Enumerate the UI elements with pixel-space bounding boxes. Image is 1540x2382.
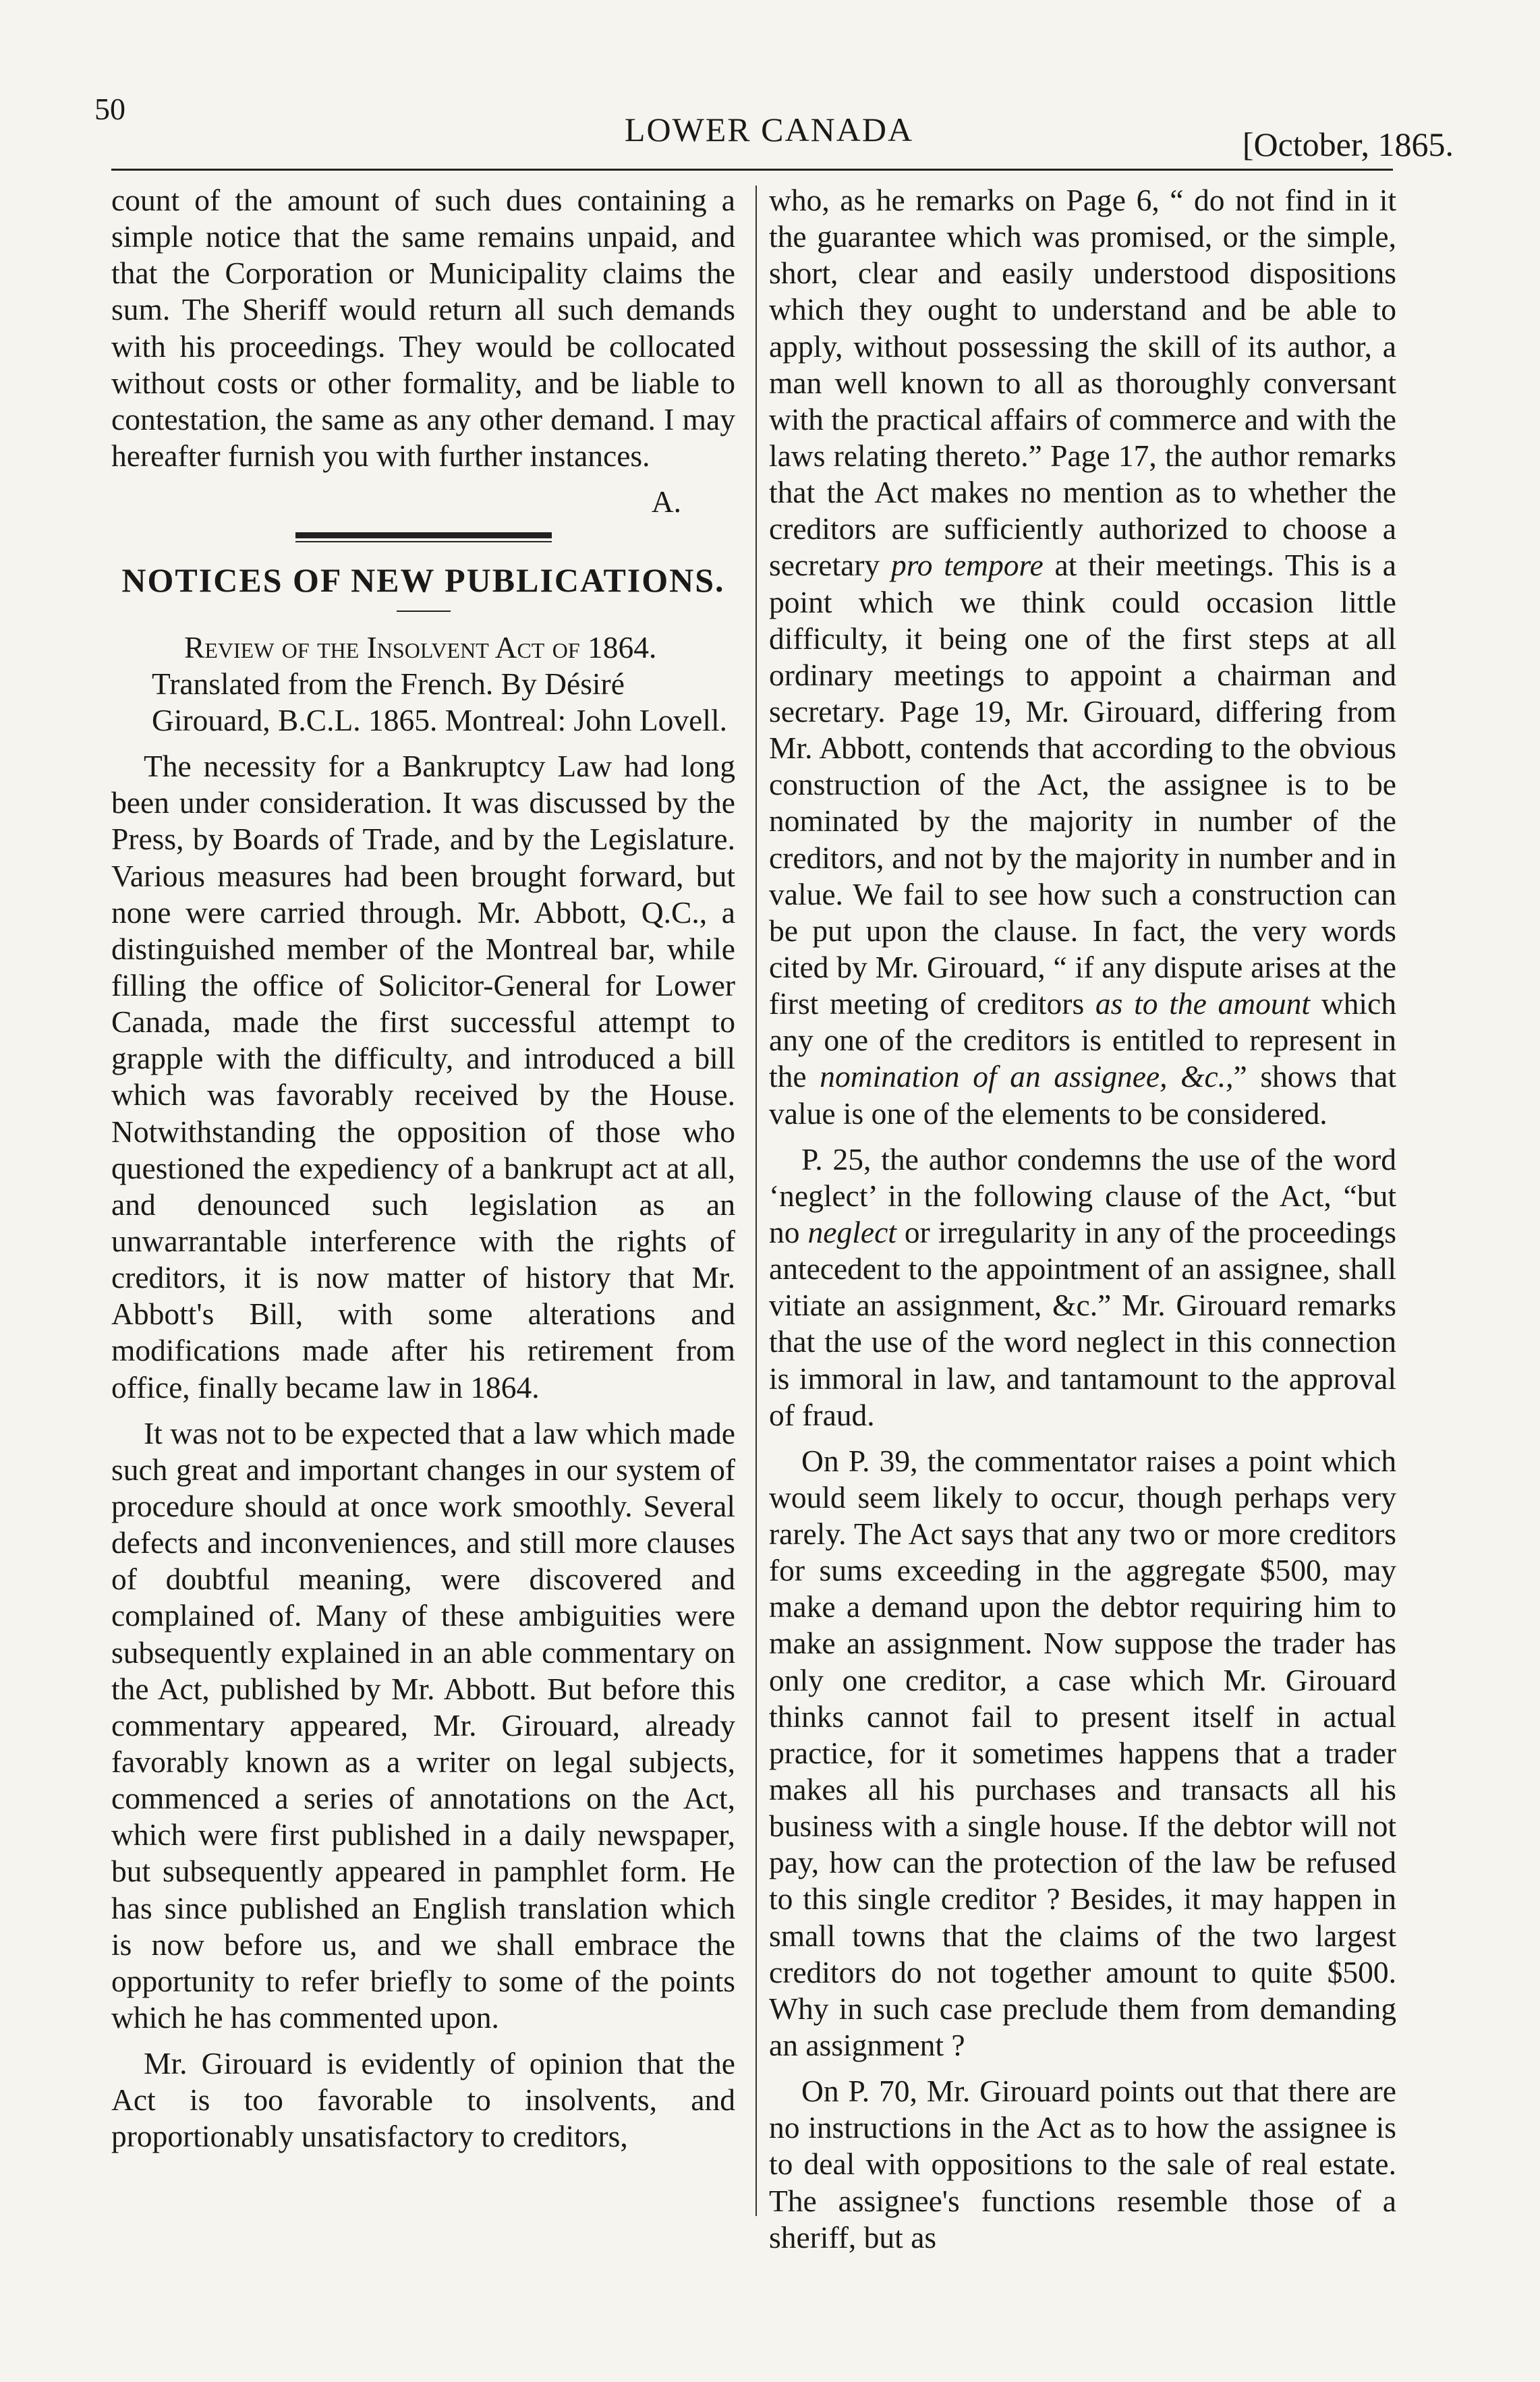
issue-date: [October, 1865. bbox=[1242, 125, 1454, 163]
running-title: LOWER CANADA bbox=[624, 111, 914, 148]
signature: A. bbox=[651, 484, 681, 519]
right-column bbox=[769, 182, 1396, 2265]
review-details: Translated from the French. By Désiré Girouard, B.C.L. 1865. Montreal: John Lovell. bbox=[152, 666, 728, 738]
heading-dash bbox=[397, 611, 451, 612]
right-paragraph-2: P. 25, the author condemns the use of the word ‘neglect’ in the following clause of the Act, “but no neglect or irregularity in any of the proceedings antecedent to the appointment of an assignee, shall vitiate an assignment, &c.” Mr. Girouard remarks that the use of the word neglect in this connection is immoral in law, and tantamount to the approval of fraud. bbox=[769, 1141, 1397, 1432]
left-paragraph-1: count of the amount of such dues containing a simple notice that the same remains unpaid, and that the Corporation or Municipality claims the sum. The Sheriff would return all such demands with his proceedings. They would be collocated without costs or other formality, and be liable to contestation, the same as any other demand. I may hereafter furnish you with further instances. bbox=[111, 183, 735, 473]
section-ornament bbox=[295, 532, 552, 543]
right-paragraph-4: On P. 70, Mr. Girouard points out that there are no instructions in the Act as to how the assignee is to deal with oppositions to the sale of real estate. The assignee's functions resemble those of a sheriff, but as bbox=[769, 2074, 1396, 2255]
left-column bbox=[111, 182, 735, 2165]
review-citation bbox=[111, 629, 735, 739]
section-heading: NOTICES OF NEW PUBLICATIONS. bbox=[121, 561, 725, 600]
left-paragraph-3: It was not to be expected that a law which made such great and important changes in our system of procedure should at once work smoothly. Several defects and inconveniences, and still more clauses of doubtful meaning, were discovered and complained of. Many of these ambiguities were subsequently explained in an able commentary on the Act, published by Mr. Abbott. But before this commentary appeared, Mr. Girouard, already favorably known as a writer on legal subjects, commenced a series of annotations on the Act, which were first published in a daily newspaper, but subsequently appeared in pamphlet form. He has since published an English translation which is now before us, and we shall embrace the opportunity to refer briefly to some of the points which he has commented upon. bbox=[111, 1415, 735, 2035]
right-paragraph-3: On P. 39, the commentator raises a point which would seem likely to occur, though perhaps very rarely. The Act says that any two or more creditors for sums exceeding in the aggregate $500, may make a demand upon the debtor requiring him to make an assignment. Now suppose the trader has only one creditor, a case which Mr. Girouard thinks cannot fail to present itself in actual practice, for it sometimes happens that a trader makes all his purchases and transacts all his business with a single house. If the debtor will not pay, how can the protection of the law be refused to this single creditor ? Besides, it may happen in small towns that the claims of the two largest creditors do not together amount to quite $500. Why in such case preclude them from demanding an assignment ? bbox=[769, 1443, 1396, 2063]
left-paragraph-2: The necessity for a Bankruptcy Law had long been under consideration. It was discussed by the Press, by Boards of Trade, and by the Legislature. Various measures had been brought forward, but none were carried through. Mr. Abbott, Q.C., a distinguished member of the Montreal bar, while filling the office of Solicitor-General for Lower Canada, made the first successful attempt to grapple with the difficulty, and introduced a bill which was favorably received by the House. Notwithstanding the opposition of those who questioned the expediency of a bankrupt act at all, and denounced such legislation as an unwarrantable interference with the rights of creditors, it is now matter of history that Mr. Abbott's Bill, with some alterations and modifications made after his retirement from office, finally became law in 1864. bbox=[111, 749, 735, 1405]
header-rule bbox=[111, 169, 1393, 171]
left-paragraph-4: Mr. Girouard is evidently of opinion that the Act is too favorable to insolvents, and proportionably unsatisfactory to creditors, bbox=[111, 2046, 735, 2154]
page-header bbox=[94, 84, 1454, 163]
column-divider bbox=[755, 186, 757, 2216]
review-title: Review of the Insolvent Act of 1864. bbox=[184, 629, 657, 664]
right-paragraph-1: who, as he remarks on Page 6, “ do not find in it the guarantee which was promised, or the simple, short, clear and easily understood dispositions which they ought to understand and be able to apply, without possessing the skill of its author, a man well known to all as thoroughly conversant with the practical affairs of commerce and with the laws relating thereto.” Page 17, the author remarks that the Act makes no mention as to whether the creditors are sufficiently authorized to choose a secretary pro tempore at their meetings. This is a point which we think could occasion little difficulty, it being one of the first steps at all ordinary meetings to appoint a chairman and secretary. Page 19, Mr. Girouard, differing from Mr. Abbott, contends that according to the obvious construction of the Act, the assignee is to be nominated by the majority in number of the creditors, and not by the majority in number and in value. We fail to see how such a construction can be put upon the clause. In fact, the very words cited by Mr. Girouard, “ if any dispute arises at the first meeting of creditors as to the amount which any one of the creditors is entitled to represent in the nomination of an assignee, &c.,” shows that value is one of the elements to be considered. bbox=[769, 183, 1396, 1131]
page-number: 50 bbox=[94, 92, 125, 126]
